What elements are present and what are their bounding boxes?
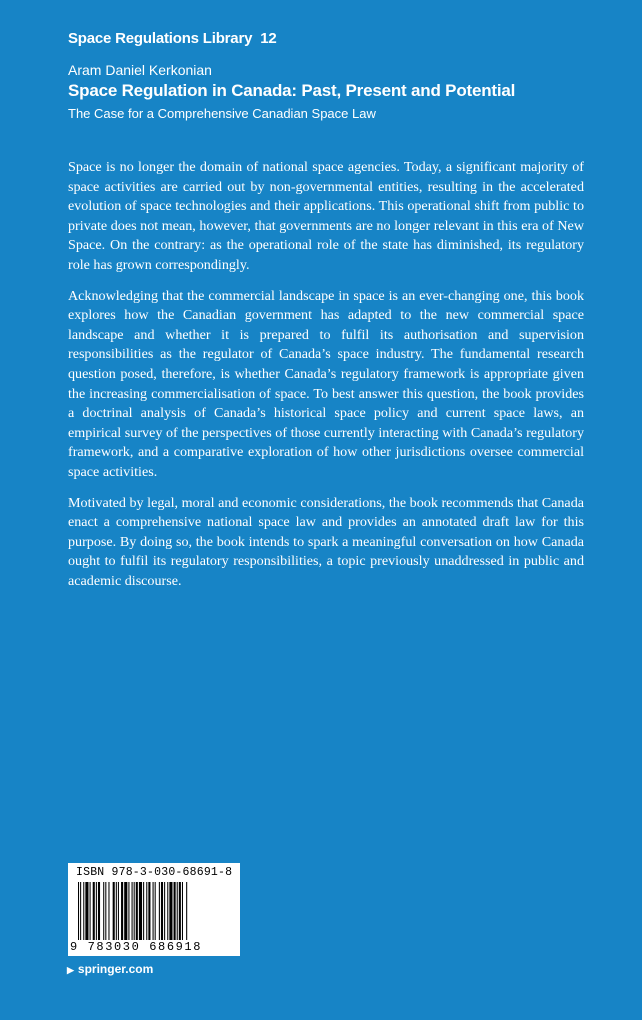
barcode-bar (143, 882, 144, 940)
barcode-bar (139, 882, 142, 940)
publisher-link[interactable] (67, 962, 153, 976)
blurb-paragraph: Acknowledging that the commercial landscape in space is an ever-changing one, this book explores how the Canadian government has adapted to the new commercial space landscape and whether it is prepared to fulfil its authorisation and supervision responsibilities as the regulator of Canada’s space industry. The fundamental research question posed, therefore, is whether Canada’s regulatory framework is appropriate given the increasing commercialisation of space. To best answer this question, the book provides a doctrinal analysis of Canada’s historical space policy and current space laws, an empirical survey of the perspectives of those currently interacting with Canada’s regulatory framework, and a comparative exploration of how other jurisdictions oversee commercial space activities. (68, 287, 584, 480)
author-name: Aram Daniel Kerkonian (68, 62, 212, 78)
barcode-bars (76, 882, 232, 940)
blurb-paragraph: Space is no longer the domain of national space agencies. Today, a significant majority of space activities are carried out by non-governmental entities, resulting in the accelerated evolution of space technologies and their applications. This operational shift from public to private does not mean, however, that governments are no longer relevant in this era of New Space. On the contrary: as the operational role of the state has diminished, its regulatory role has grown correspondingly. (68, 159, 584, 273)
barcode-bar (161, 882, 163, 940)
barcode-bar (174, 882, 176, 940)
barcode-bar (179, 882, 181, 940)
book-title: Space Regulation in Canada: Past, Present and Potential (68, 81, 516, 100)
barcode-bar (96, 882, 97, 940)
series-number: 12 (260, 30, 277, 47)
barcode-bar (136, 882, 138, 940)
isbn-barcode (68, 863, 240, 956)
barcode-bar (83, 882, 84, 940)
barcode-bar (186, 882, 187, 940)
barcode-bar (148, 882, 150, 940)
barcode-bar (153, 882, 154, 940)
barcode-bar (103, 882, 104, 940)
back-cover-blurb (68, 158, 584, 602)
barcode-bar (93, 882, 95, 940)
barcode-bar (98, 882, 100, 940)
blurb-paragraph: Motivated by legal, moral and economic considerations, the book recommends that Canada enact a comprehensive national space law and provides an annotated draft law for this purpose. By doing so, the book intends to spark a meaningful conversation on how Canada ought to fulfil its regulatory responsibilities, a topic previously unaddressed in public and academic discourse. (68, 494, 584, 589)
barcode-bar (132, 882, 133, 940)
barcode-bar (121, 882, 123, 940)
barcode-bar (159, 882, 160, 940)
barcode-digits: 9 783030 686918 (70, 940, 203, 954)
barcode-bar (155, 882, 156, 940)
barcode-bar (124, 882, 127, 940)
barcode-bar (169, 882, 172, 940)
barcode-bar (113, 882, 115, 940)
barcode-bar (146, 882, 147, 940)
barcode-bar (177, 882, 178, 940)
barcode-bar (167, 882, 168, 940)
barcode-bar (78, 882, 79, 940)
barcode-bar (80, 882, 81, 940)
series-name: Space Regulations Library (68, 30, 253, 47)
barcode-bar (164, 882, 165, 940)
barcode-bar (116, 882, 117, 940)
book-subtitle: The Case for a Comprehensive Canadian Space Law (68, 106, 376, 121)
barcode-bar (90, 882, 91, 940)
barcode-bar (85, 882, 88, 940)
barcode-bar (128, 882, 129, 940)
isbn-label: ISBN 978-3-030-68691-8 (76, 866, 233, 879)
barcode-bar (134, 882, 135, 940)
publisher-url: springer.com (77, 962, 154, 976)
arrow-right-icon: ▶ (67, 965, 74, 975)
series-header (68, 30, 277, 47)
barcode-bar (105, 882, 106, 940)
barcode-bar (108, 882, 109, 940)
barcode-bar (182, 882, 183, 940)
barcode-bar (118, 882, 119, 940)
